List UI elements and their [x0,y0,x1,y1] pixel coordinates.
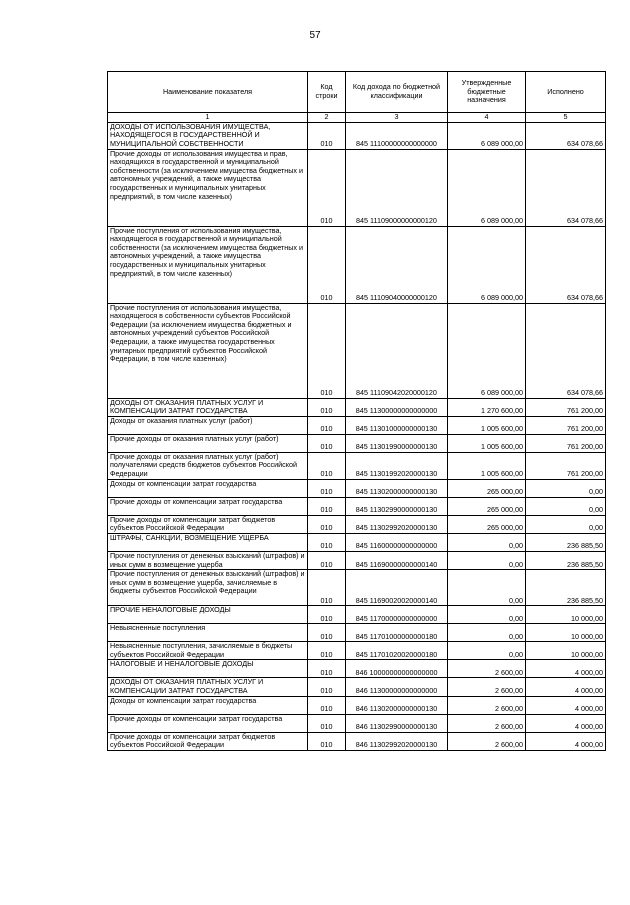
row-name: Прочие доходы от компенсации затрат бюджетов субъектов Российской Федерации [108,732,308,750]
row-code: 010 [308,551,346,569]
row-executed: 236 885,50 [526,551,606,569]
row-code: 010 [308,479,346,497]
row-executed: 10 000,00 [526,606,606,624]
table-row [108,122,606,149]
row-name: Прочие доходы от использования имущества и прав, находящихся в государственной и муниципальной собственности (за исключением имущества бюджетных и автономных учреждений, а также имущества государственных и муниципальных унитарных предприятий, в том числе казенных) [108,149,308,226]
row-name: Невыясненные поступления [108,624,308,642]
row-approved: 0,00 [448,533,526,551]
row-approved: 2 600,00 [448,660,526,678]
row-name: Прочие доходы от оказания платных услуг (работ) получателями средств бюджетов субъектов Российской Федерации [108,452,308,479]
row-approved: 0,00 [448,642,526,660]
row-kbk: 845 11600000000000000 [346,533,448,551]
table-row [108,714,606,732]
row-executed: 10 000,00 [526,642,606,660]
row-name: Прочие доходы от компенсации затрат бюджетов субъектов Российской Федерации [108,515,308,533]
row-kbk: 845 11109000000000120 [346,149,448,226]
row-name: Прочие доходы от компенсации затрат государства [108,714,308,732]
row-code: 010 [308,696,346,714]
row-executed: 0,00 [526,479,606,497]
row-approved: 1 270 600,00 [448,398,526,416]
row-approved: 6 089 000,00 [448,303,526,398]
row-code: 010 [308,642,346,660]
row-kbk: 845 11302990000000130 [346,497,448,515]
row-executed: 634 078,66 [526,303,606,398]
row-approved: 6 089 000,00 [448,122,526,149]
column-index: 5 [526,113,606,123]
row-kbk: 845 11302000000000130 [346,479,448,497]
row-code: 010 [308,452,346,479]
row-executed: 634 078,66 [526,149,606,226]
row-code: 010 [308,303,346,398]
row-name: Доходы от компенсации затрат государства [108,696,308,714]
header-row [108,72,606,113]
row-executed: 4 000,00 [526,696,606,714]
row-approved: 2 600,00 [448,678,526,696]
row-kbk: 845 11700000000000000 [346,606,448,624]
row-name: ДОХОДЫ ОТ ОКАЗАНИЯ ПЛАТНЫХ УСЛУГ И КОМПЕНСАЦИИ ЗАТРАТ ГОСУДАРСТВА [108,678,308,696]
row-code: 010 [308,678,346,696]
column-index-row [108,113,606,123]
row-name: ДОХОДЫ ОТ ИСПОЛЬЗОВАНИЯ ИМУЩЕСТВА, НАХОДЯЩЕГОСЯ В ГОСУДАРСТВЕННОЙ И МУНИЦИПАЛЬНОЙ СОБСТВЕННОСТИ [108,122,308,149]
table-row [108,642,606,660]
row-code: 010 [308,606,346,624]
row-code: 010 [308,714,346,732]
row-executed: 761 200,00 [526,398,606,416]
table-row [108,606,606,624]
page-number: 57 [309,30,321,41]
row-name: ПРОЧИЕ НЕНАЛОГОВЫЕ ДОХОДЫ [108,606,308,624]
table-row [108,570,606,606]
row-executed: 4 000,00 [526,732,606,750]
table-row [108,551,606,569]
column-index: 4 [448,113,526,123]
row-executed: 10 000,00 [526,624,606,642]
table-row [108,660,606,678]
row-approved: 1 005 600,00 [448,452,526,479]
row-approved: 0,00 [448,606,526,624]
row-executed: 761 200,00 [526,452,606,479]
row-code: 010 [308,497,346,515]
row-approved: 0,00 [448,624,526,642]
table-row [108,696,606,714]
table-row [108,479,606,497]
row-kbk: 845 11701020020000180 [346,642,448,660]
row-kbk: 845 11100000000000000 [346,122,448,149]
row-executed: 236 885,50 [526,533,606,551]
row-executed: 236 885,50 [526,570,606,606]
row-code: 010 [308,570,346,606]
table-row [108,497,606,515]
row-kbk: 846 11300000000000000 [346,678,448,696]
row-name: Прочие доходы от компенсации затрат государства [108,497,308,515]
row-approved: 6 089 000,00 [448,226,526,303]
table-row [108,452,606,479]
row-approved: 2 600,00 [448,714,526,732]
table-row [108,678,606,696]
row-executed: 761 200,00 [526,434,606,452]
row-approved: 265 000,00 [448,497,526,515]
row-kbk: 846 11302000000000130 [346,696,448,714]
row-executed: 4 000,00 [526,678,606,696]
row-approved: 265 000,00 [448,479,526,497]
row-code: 010 [308,398,346,416]
row-name: Прочие поступления от использования имущества, находящегося в собственности субъектов Российской Федерации (за исключением имущества бюджетных и автономных учреждений субъектов Российской Федерации, а также имущества государственных унитарных предприятий субъектов Российской Федерации, в том числе казенных) [108,303,308,398]
table-row [108,434,606,452]
row-code: 010 [308,624,346,642]
header-approved: Утвержденные бюджетные назначения [448,72,526,113]
row-kbk: 845 11109042020000120 [346,303,448,398]
column-index: 3 [346,113,448,123]
row-code: 010 [308,533,346,551]
table-row [108,226,606,303]
table-row [108,732,606,750]
table-row [108,533,606,551]
row-name: Прочие поступления от денежных взысканий (штрафов) и иных сумм в возмещение ущерба [108,551,308,569]
row-kbk: 846 11302990000000130 [346,714,448,732]
row-code: 010 [308,434,346,452]
row-name: ШТРАФЫ, САНКЦИИ, ВОЗМЕЩЕНИЕ УЩЕРБА [108,533,308,551]
row-kbk: 845 11300000000000000 [346,398,448,416]
header-executed: Исполнено [526,72,606,113]
row-code: 010 [308,122,346,149]
row-kbk: 845 11109040000000120 [346,226,448,303]
row-approved: 1 005 600,00 [448,416,526,434]
header-code: Код строки [308,72,346,113]
header-kbk: Код дохода по бюджетной классификации [346,72,448,113]
row-kbk: 845 11301992020000130 [346,452,448,479]
row-code: 010 [308,515,346,533]
row-code: 010 [308,660,346,678]
row-name: Прочие поступления от денежных взысканий (штрафов) и иных сумм в возмещение ущерба, зачисляемые в бюджеты субъектов Российской Федерации [108,570,308,606]
row-approved: 2 600,00 [448,732,526,750]
row-name: Невыясненные поступления, зачисляемые в бюджеты субъектов Российской Федерации [108,642,308,660]
row-executed: 4 000,00 [526,660,606,678]
row-executed: 634 078,66 [526,226,606,303]
table-row [108,624,606,642]
row-kbk: 845 11701000000000180 [346,624,448,642]
row-executed: 634 078,66 [526,122,606,149]
row-executed: 4 000,00 [526,714,606,732]
column-index: 2 [308,113,346,123]
row-approved: 265 000,00 [448,515,526,533]
row-kbk: 845 11690000000000140 [346,551,448,569]
row-code: 010 [308,149,346,226]
row-approved: 0,00 [448,551,526,569]
revenue-table [107,71,606,751]
row-name: НАЛОГОВЫЕ И НЕНАЛОГОВЫЕ ДОХОДЫ [108,660,308,678]
table-row [108,398,606,416]
row-executed: 0,00 [526,515,606,533]
row-executed: 0,00 [526,497,606,515]
row-name: Доходы от компенсации затрат государства [108,479,308,497]
row-code: 010 [308,732,346,750]
table-row [108,416,606,434]
row-approved: 1 005 600,00 [448,434,526,452]
row-kbk: 846 11302992020000130 [346,732,448,750]
row-executed: 761 200,00 [526,416,606,434]
row-approved: 6 089 000,00 [448,149,526,226]
row-kbk: 845 11301000000000130 [346,416,448,434]
row-approved: 0,00 [448,570,526,606]
row-kbk: 845 11690020020000140 [346,570,448,606]
header-name: Наименование показателя [108,72,308,113]
row-name: Доходы от оказания платных услуг (работ) [108,416,308,434]
row-kbk: 846 10000000000000000 [346,660,448,678]
row-name: Прочие доходы от оказания платных услуг (работ) [108,434,308,452]
table-row [108,515,606,533]
row-kbk: 845 11302992020000130 [346,515,448,533]
table-row [108,149,606,226]
row-code: 010 [308,416,346,434]
row-name: ДОХОДЫ ОТ ОКАЗАНИЯ ПЛАТНЫХ УСЛУГ И КОМПЕНСАЦИИ ЗАТРАТ ГОСУДАРСТВА [108,398,308,416]
table-row [108,303,606,398]
column-index: 1 [108,113,308,123]
row-code: 010 [308,226,346,303]
row-name: Прочие поступления от использования имущества, находящегося в государственной и муниципальной собственности (за исключением имущества бюджетных и автономных учреждений, а также имущества государственных и муниципальных унитарных предприятий, в том числе казенных) [108,226,308,303]
row-kbk: 845 11301990000000130 [346,434,448,452]
row-approved: 2 600,00 [448,696,526,714]
